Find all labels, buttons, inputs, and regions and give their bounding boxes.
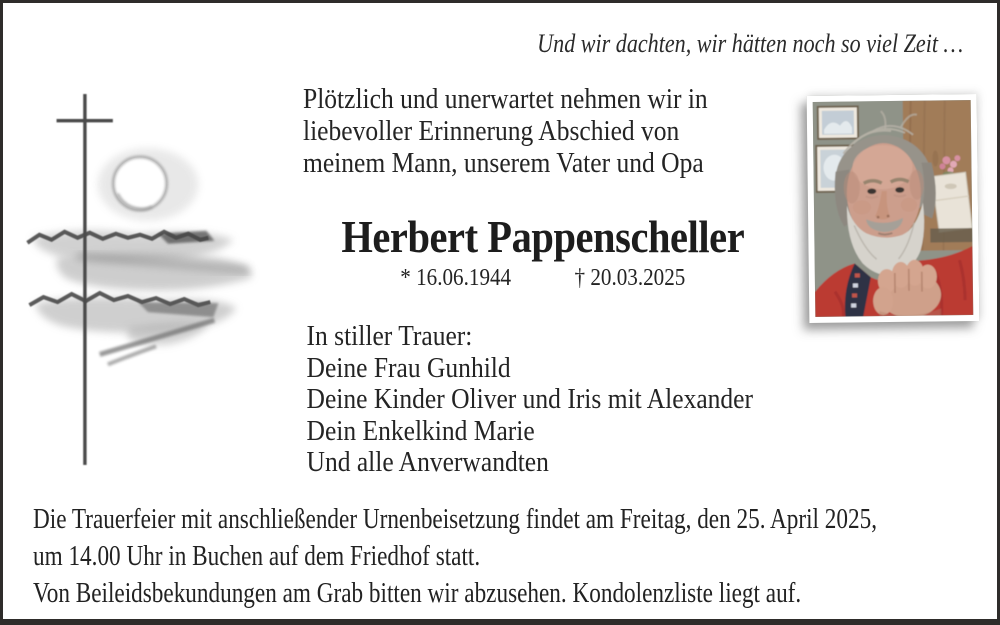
intro-line: liebevoller Erinnerung Abschied von xyxy=(303,115,680,147)
funeral-line: Von Beileidsbekundungen am Grab bitten wir abzusehen. Kondolenzliste liegt auf. xyxy=(33,577,802,609)
funeral-line: um 14.00 Uhr in Buchen auf dem Friedhof statt. xyxy=(33,540,481,572)
funeral-info xyxy=(33,501,1000,612)
birth-date: * 16.06.1944 xyxy=(400,265,512,291)
intro-line: Plötzlich und unerwartet nehmen wir in xyxy=(303,83,708,115)
mourner-line: Deine Frau Gunhild xyxy=(306,351,511,384)
intro-paragraph xyxy=(303,83,708,179)
mourning-heading: In stiller Trauer: xyxy=(306,320,473,352)
mourner-line: Und alle Anverwandten xyxy=(306,446,549,479)
portrait-photo xyxy=(813,100,974,317)
intro-line: meinem Mann, unserem Vater und Opa xyxy=(303,147,704,179)
mourners-block xyxy=(307,321,753,479)
memorial-artwork xyxy=(17,87,269,479)
photo-frame xyxy=(807,94,980,323)
cross-sun-landscape-sketch-icon xyxy=(17,87,269,479)
mourner-line: Deine Kinder Oliver und Iris mit Alexander xyxy=(306,383,753,416)
deceased-name: Herbert Pappenscheller xyxy=(341,211,745,262)
mourner-line: Dein Enkelkind Marie xyxy=(306,414,535,447)
epigraph-quote: Und wir dachten, wir hätten noch so viel Zeit … xyxy=(536,29,963,58)
life-dates xyxy=(303,265,783,292)
cross-icon xyxy=(83,94,86,465)
death-date: † 20.03.2025 xyxy=(574,265,686,291)
funeral-line: Die Trauerfeier mit anschließender Urnenbeisetzung findet am Freitag, den 25. April 2025, xyxy=(33,503,877,535)
